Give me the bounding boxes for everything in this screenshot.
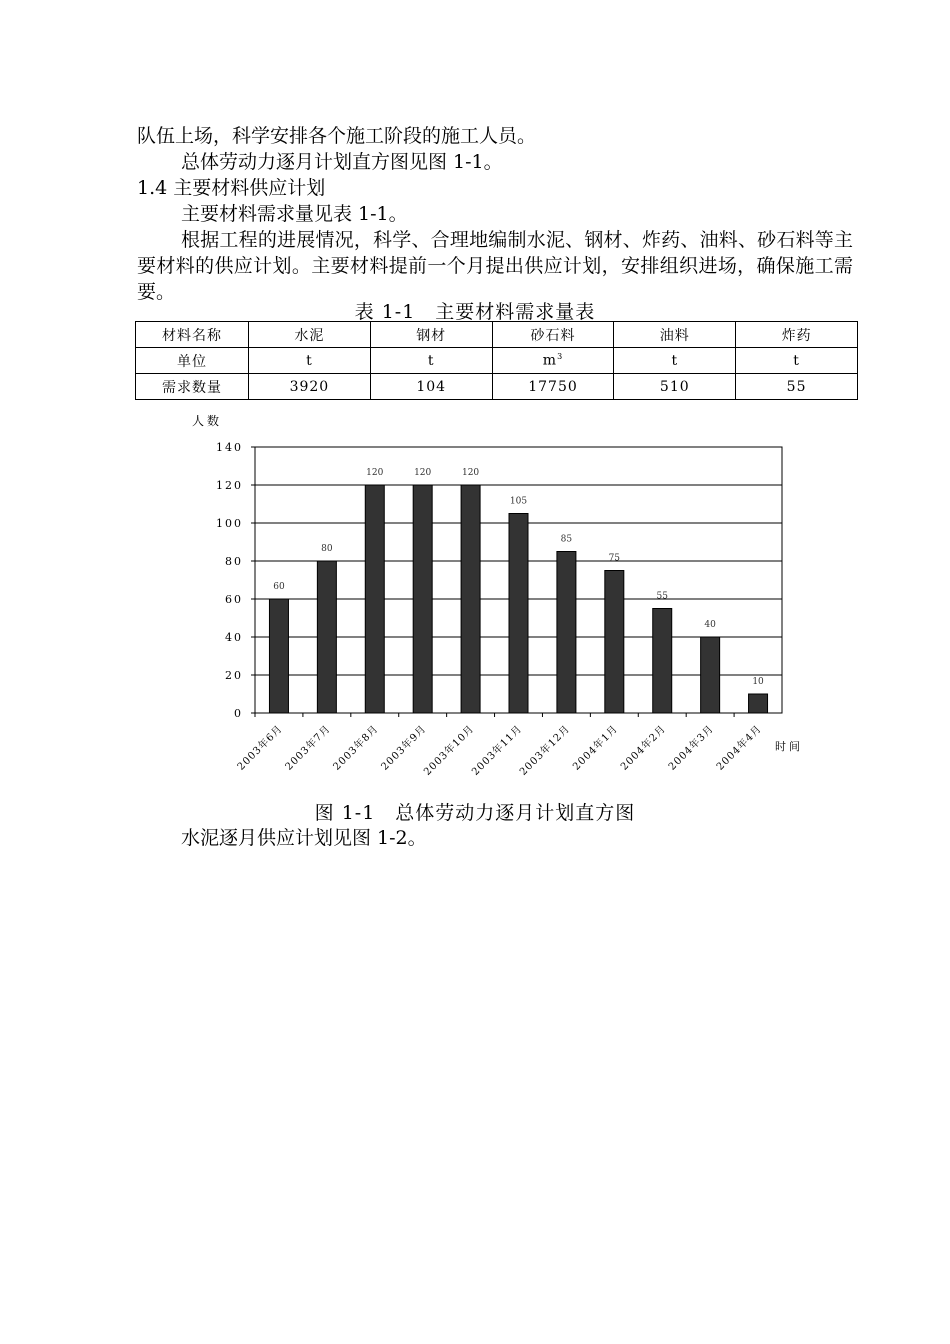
bar	[365, 485, 384, 713]
table-cell: t	[249, 348, 371, 374]
x-tick-label: 2003年7月	[283, 723, 333, 773]
paragraph-cement-ref: 水泥逐月供应计划见图 1-2。	[181, 827, 427, 849]
data-label: 60	[273, 582, 285, 592]
y-axis-title: 人数	[192, 414, 223, 428]
x-tick-label: 2003年11月	[470, 723, 525, 778]
table-cell: 55	[736, 374, 858, 400]
bar	[509, 514, 528, 714]
y-tick-label: 120	[216, 479, 243, 492]
table-cell: t	[370, 348, 492, 374]
x-tick-label: 2004年4月	[714, 723, 765, 773]
y-tick-label: 20	[225, 669, 243, 682]
figure-caption: 图 1-1 总体劳动力逐月计划直方图	[314, 802, 636, 824]
data-label: 105	[509, 496, 528, 507]
table-cell: 水泥	[249, 322, 371, 348]
table-cell: t	[736, 348, 858, 374]
x-tick-label: 2004年1月	[571, 723, 621, 773]
y-tick-label: 140	[216, 441, 243, 454]
data-label: 40	[704, 620, 716, 630]
y-tick-label: 0	[234, 707, 243, 720]
table-row	[136, 348, 858, 374]
labor-histogram-chart	[180, 405, 820, 800]
y-tick-label: 40	[225, 631, 243, 644]
x-tick-label: 2004年2月	[618, 723, 669, 773]
bar	[701, 637, 720, 713]
data-label: 120	[366, 468, 384, 478]
data-label: 10	[752, 677, 764, 687]
y-tick-label: 60	[225, 593, 243, 606]
table-caption: 表 1-1 主要材料需求量表	[354, 301, 596, 323]
table-row	[136, 374, 858, 400]
bar	[605, 571, 624, 714]
materials-table	[135, 321, 858, 400]
y-tick-label: 80	[225, 555, 243, 568]
table-header-row	[136, 322, 858, 348]
x-tick-label: 2003年12月	[517, 723, 573, 778]
data-label: 120	[461, 468, 480, 478]
x-tick-label: 2003年6月	[235, 723, 286, 773]
table-cell	[492, 348, 614, 374]
bar	[557, 552, 576, 714]
table-cell: 油料	[614, 322, 736, 348]
paragraph-labor-ref: 总体劳动力逐月计划直方图见图 1-1。	[181, 151, 503, 173]
x-tick-label: 2003年8月	[331, 723, 381, 773]
table-cell: 钢材	[370, 322, 492, 348]
unit-superscript: 3	[557, 352, 564, 362]
data-label: 120	[414, 468, 432, 478]
x-tick-label: 2003年10月	[422, 723, 477, 778]
bar	[317, 561, 336, 713]
x-axis-title: 时间	[775, 740, 803, 753]
data-label: 85	[560, 534, 573, 545]
table-cell: 510	[614, 374, 736, 400]
table-cell: t	[614, 348, 736, 374]
table-cell: 3920	[249, 374, 371, 400]
bar	[749, 694, 768, 713]
x-tick-label: 2003年9月	[379, 723, 429, 773]
y-tick-label: 100	[216, 517, 243, 530]
table-cell: 需求数量	[136, 374, 249, 400]
data-label: 75	[608, 553, 621, 564]
x-tick-label: 2004年3月	[666, 723, 717, 773]
table-cell: 砂石料	[492, 322, 614, 348]
bar	[461, 485, 480, 713]
data-label: 55	[656, 591, 668, 602]
table-cell: 单位	[136, 348, 249, 374]
unit-text: m	[542, 352, 558, 369]
table-cell: 材料名称	[136, 322, 249, 348]
bar	[269, 599, 288, 713]
section-heading: 1.4 主要材料供应计划	[137, 177, 326, 199]
paragraph-supply-plan: 根据工程的进展情况，科学、合理地编制水泥、钢材、炸药、油料、砂石料等主要材料的供应计划。主要材料提前一个月提出供应计划，安排组织进场，确保施工需要。	[137, 229, 853, 303]
bar	[653, 609, 672, 714]
paragraph-table-ref: 主要材料需求量见表 1-1。	[181, 203, 408, 225]
table-cell: 17750	[492, 374, 614, 400]
table-cell: 炸药	[736, 322, 858, 348]
data-label: 80	[321, 544, 333, 554]
paragraph-crew: 队伍上场，科学安排各个施工阶段的施工人员。	[137, 125, 537, 147]
bar	[413, 485, 432, 713]
table-cell: 104	[370, 374, 492, 400]
